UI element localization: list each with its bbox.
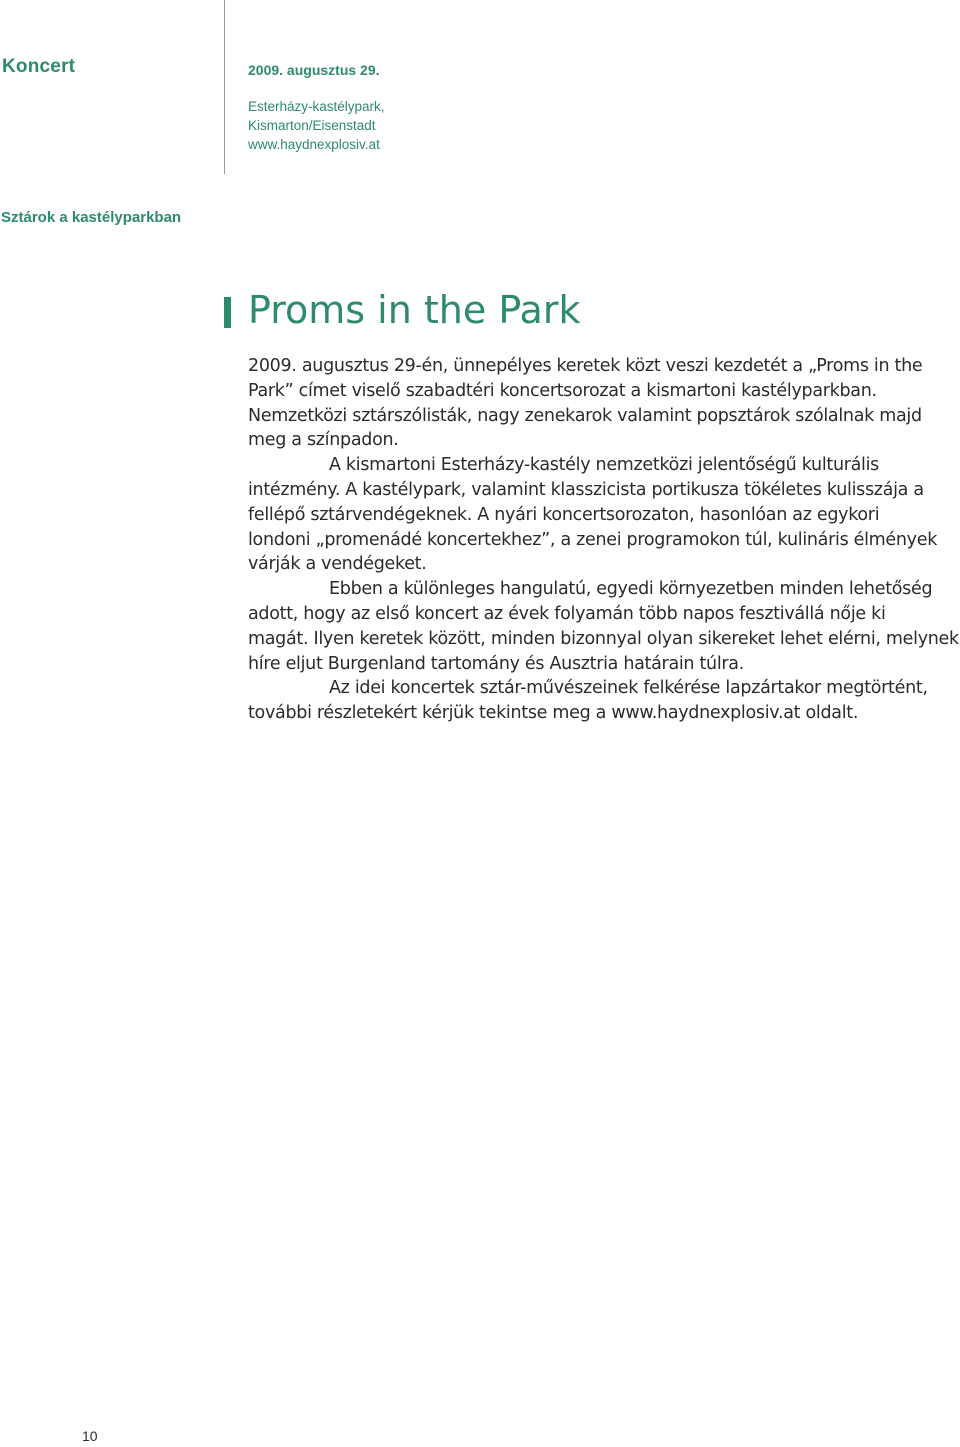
header-divider-line	[224, 0, 225, 174]
event-date: 2009. augusztus 29.	[248, 62, 380, 78]
body-line: magát. Ilyen keretek között, minden bizonnyal olyan sikereket lehet elérni, melynek	[248, 628, 959, 649]
article-body	[248, 354, 960, 726]
article-title: Proms in the Park	[248, 288, 581, 332]
body-line: Az idei koncertek sztár-művészeinek felkérése lapzártakor megtörtént,	[329, 678, 928, 699]
body-line: intézmény. A kastélypark, valamint klasszicista portikusza tökéletes kulisszája a	[248, 479, 924, 500]
category-label: Koncert	[2, 56, 76, 77]
body-line: várják a vendégeket.	[248, 554, 427, 575]
venue-info	[248, 97, 385, 154]
body-line: híre eljut Burgenland tartomány és Ausztria határain túlra.	[248, 653, 744, 674]
body-line: A kismartoni Esterházy-kastély nemzetközi jelentőségű kulturális	[329, 455, 880, 476]
title-accent-bar	[224, 297, 231, 328]
body-line: meg a színpadon.	[248, 430, 399, 451]
page-number: 10	[82, 1428, 98, 1444]
body-line: Ebben a különleges hangulatú, egyedi környezetben minden lehetőség	[329, 579, 933, 600]
body-line: fellépő sztárvendégeknek. A nyári koncertsorozaton, hasonlóan az egykori	[248, 504, 880, 525]
body-line: londoni „promenádé koncertekhez”, a zenei programokon túl, kulináris élmények	[248, 529, 938, 550]
venue-line: Esterházy-kastélypark,	[248, 99, 385, 114]
body-line: Nemzetközi sztárszólisták, nagy zenekarok valamint popsztárok szólalnak majd	[248, 405, 922, 426]
body-line: Park” címet viselő szabadtéri koncertsorozat a kismartoni kastélyparkban.	[248, 380, 877, 401]
body-line: további részletekért kérjük tekintse meg a www.haydnexplosiv.at oldalt.	[248, 703, 859, 724]
body-line: 2009. augusztus 29-én, ünnepélyes keretek közt veszi kezdetét a „Proms in the	[248, 356, 923, 376]
section-subtitle: Sztárok a kastélyparkban	[1, 209, 182, 226]
venue-url: www.haydnexplosiv.at	[248, 137, 380, 152]
body-line: adott, hogy az első koncert az évek folyamán több napos fesztivállá nője ki	[248, 603, 886, 624]
venue-line: Kismarton/Eisenstadt	[248, 118, 376, 133]
